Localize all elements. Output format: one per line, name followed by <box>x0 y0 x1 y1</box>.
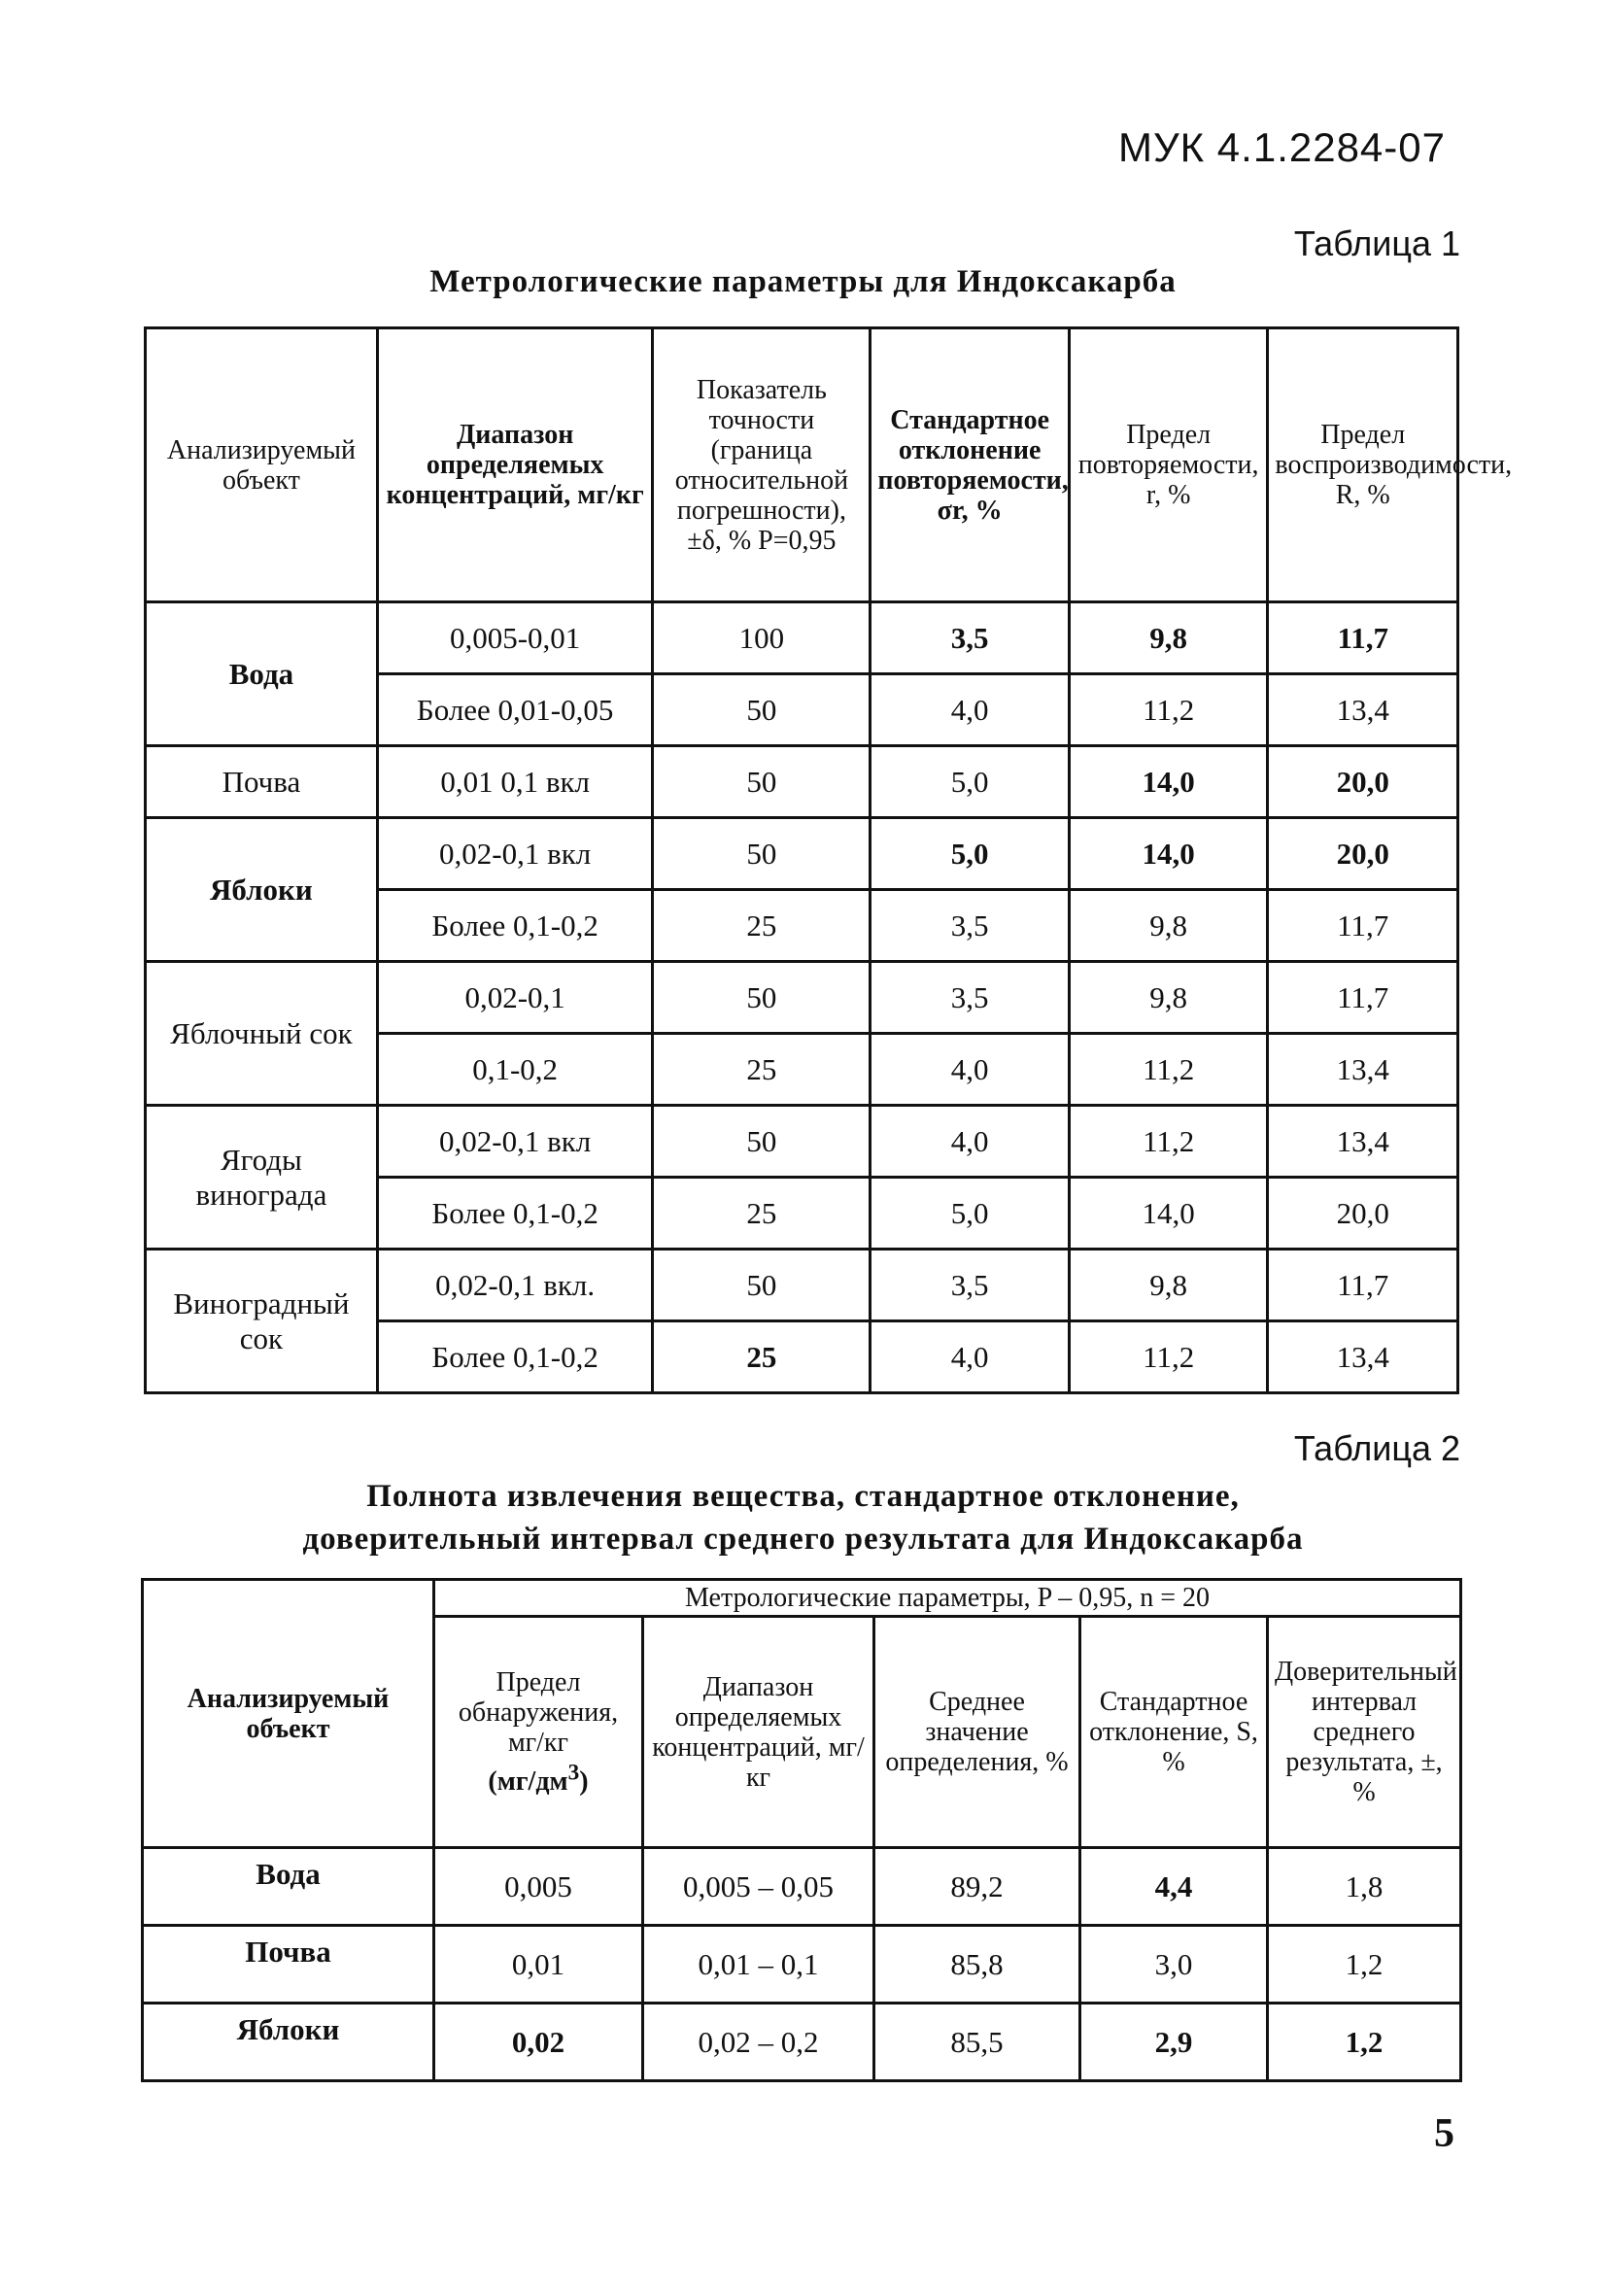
reproducibility-cell: 13,4 <box>1268 1321 1458 1393</box>
table2-header-object: Анализируемый объект <box>143 1580 434 1848</box>
table1-object-cell: Яблоки <box>146 818 378 962</box>
table1-object-cell: Почва <box>146 746 378 818</box>
accuracy-cell: 50 <box>653 1106 871 1178</box>
std-dev-cell: 4,4 <box>1080 1848 1268 1926</box>
repeatability-cell: 14,0 <box>1069 818 1268 890</box>
table2-label: Таблица 2 <box>1293 1428 1460 1468</box>
std-dev-cell: 5,0 <box>871 818 1070 890</box>
range-cell: 0,1-0,2 <box>377 1034 653 1106</box>
reproducibility-cell: 20,0 <box>1268 746 1458 818</box>
conf-interval-cell: 1,8 <box>1268 1848 1461 1926</box>
detection-limit-cell: 0,01 <box>434 1926 643 2004</box>
range-cell: 0,02-0,1 вкл <box>377 1106 653 1178</box>
table2-header-std-dev: Стандартное отклонение, S, % <box>1080 1617 1268 1848</box>
table-row <box>146 1106 1458 1178</box>
repeatability-cell: 9,8 <box>1069 1250 1268 1321</box>
table2-header-group: Метрологические параметры, P – 0,95, n = 20 <box>434 1580 1461 1617</box>
range-cell: 0,005 – 0,05 <box>643 1848 874 1926</box>
std-dev-cell: 4,0 <box>871 1321 1070 1393</box>
repeatability-cell: 14,0 <box>1069 746 1268 818</box>
accuracy-cell: 25 <box>653 1178 871 1250</box>
conf-interval-cell: 1,2 <box>1268 1926 1461 2004</box>
detection-limit-cell: 0,005 <box>434 1848 643 1926</box>
table2-header-detection-limit <box>434 1617 643 1848</box>
table2-object-cell: Почва <box>143 1926 434 2004</box>
reproducibility-cell: 20,0 <box>1268 1178 1458 1250</box>
table1-header-reproducibility: Предел воспроизводимости, R, % <box>1268 328 1458 602</box>
std-dev-cell: 5,0 <box>871 746 1070 818</box>
reproducibility-cell: 11,7 <box>1268 602 1458 674</box>
table-row <box>146 602 1458 674</box>
range-cell: 0,02-0,1 вкл <box>377 818 653 890</box>
repeatability-cell: 11,2 <box>1069 1106 1268 1178</box>
table1-object-cell: Яблочный сок <box>146 962 378 1106</box>
accuracy-cell: 50 <box>653 746 871 818</box>
detection-limit-cell: 0,02 <box>434 2004 643 2081</box>
range-cell: Более 0,1-0,2 <box>377 1178 653 1250</box>
accuracy-cell: 100 <box>653 602 871 674</box>
table-row <box>146 962 1458 1034</box>
reproducibility-cell: 13,4 <box>1268 1106 1458 1178</box>
table1-header-object: Анализируемый объект <box>146 328 378 602</box>
repeatability-cell: 14,0 <box>1069 1178 1268 1250</box>
range-cell: Более 0,01-0,05 <box>377 674 653 746</box>
table2 <box>141 1578 1462 2082</box>
accuracy-cell: 50 <box>653 674 871 746</box>
std-dev-cell: 3,0 <box>1080 1926 1268 2004</box>
detection-limit-label: Предел обнаружения, мг/кг <box>458 1667 619 1759</box>
std-dev-cell: 4,0 <box>871 674 1070 746</box>
accuracy-cell: 25 <box>653 890 871 962</box>
table1-object-cell: Ягоды винограда <box>146 1106 378 1250</box>
table-row <box>146 818 1458 890</box>
std-dev-cell: 4,0 <box>871 1034 1070 1106</box>
mean-cell: 85,5 <box>874 2004 1080 2081</box>
table2-header-range: Диапазон определяемых концентраций, мг/кг <box>643 1617 874 1848</box>
table-row <box>143 2004 1461 2081</box>
range-cell: 0,01 – 0,1 <box>643 1926 874 2004</box>
table1-label: Таблица 1 <box>1293 223 1460 263</box>
table1 <box>144 326 1513 1394</box>
std-dev-cell: 3,5 <box>871 962 1070 1034</box>
repeatability-cell: 11,2 <box>1069 674 1268 746</box>
repeatability-cell: 9,8 <box>1069 602 1268 674</box>
range-cell: 0,02 – 0,2 <box>643 2004 874 2081</box>
std-dev-cell: 3,5 <box>871 890 1070 962</box>
repeatability-cell: 9,8 <box>1069 890 1268 962</box>
table-row <box>146 1250 1458 1321</box>
table1-object-cell: Вода <box>146 602 378 746</box>
document-code: МУК 4.1.2284-07 <box>1118 124 1446 170</box>
accuracy-cell: 25 <box>653 1034 871 1106</box>
accuracy-cell: 25 <box>653 1321 871 1393</box>
table1-header-std-dev: Стандартное отклонение повторяемости, σr, % <box>871 328 1070 602</box>
reproducibility-cell: 13,4 <box>1268 1034 1458 1106</box>
std-dev-cell: 4,0 <box>871 1106 1070 1178</box>
mean-cell: 85,8 <box>874 1926 1080 2004</box>
page-number: 5 <box>1434 2111 1454 2156</box>
table2-caption-line2: доверительный интервал среднего результата для Индоксакарба <box>302 1522 1304 1557</box>
table1-caption: Метрологические параметры для Индоксакарба <box>429 264 1177 299</box>
accuracy-cell: 50 <box>653 962 871 1034</box>
range-cell: Более 0,1-0,2 <box>377 890 653 962</box>
mean-cell: 89,2 <box>874 1848 1080 1926</box>
table1-object-cell: Виноградный сок <box>146 1250 378 1393</box>
range-cell: 0,005-0,01 <box>377 602 653 674</box>
reproducibility-cell: 20,0 <box>1268 818 1458 890</box>
table2-header-mean: Среднее значение определения, % <box>874 1617 1080 1848</box>
table1-header-range: Диапазон определяемых концентраций, мг/кг <box>377 328 653 602</box>
range-cell: 0,02-0,1 <box>377 962 653 1034</box>
repeatability-cell: 11,2 <box>1069 1321 1268 1393</box>
table2-caption <box>0 1475 1606 1560</box>
table2-object-cell: Яблоки <box>143 2004 434 2081</box>
detection-limit-unit: $(мг/дм^3)$ <box>488 1760 589 1797</box>
std-dev-cell: 3,5 <box>871 602 1070 674</box>
range-cell: Более 0,1-0,2 <box>377 1321 653 1393</box>
table-row <box>143 1848 1461 1926</box>
table1-header-row <box>146 328 1458 602</box>
table-row <box>143 1926 1461 2004</box>
repeatability-cell: 9,8 <box>1069 962 1268 1034</box>
table1-header-repeatability: Предел повторяемости, r, % <box>1069 328 1268 602</box>
reproducibility-cell: 11,7 <box>1268 1250 1458 1321</box>
accuracy-cell: 50 <box>653 818 871 890</box>
table2-object-cell: Вода <box>143 1848 434 1926</box>
range-cell: 0,02-0,1 вкл. <box>377 1250 653 1321</box>
table2-header-row-top <box>143 1580 1461 1617</box>
table1-header-accuracy: Показатель точности (граница относительной погрешности), ±δ, % P=0,95 <box>653 328 871 602</box>
reproducibility-cell: 11,7 <box>1268 890 1458 962</box>
std-dev-cell: 2,9 <box>1080 2004 1268 2081</box>
std-dev-cell: 5,0 <box>871 1178 1070 1250</box>
table2-caption-line1: Полнота извлечения вещества, стандартное отклонение, <box>366 1479 1240 1514</box>
table-row <box>146 746 1458 818</box>
accuracy-cell: 50 <box>653 1250 871 1321</box>
std-dev-cell: 3,5 <box>871 1250 1070 1321</box>
table2-header-conf-interval: Доверительный интервал среднего результата, ±, % <box>1268 1617 1461 1848</box>
reproducibility-cell: 13,4 <box>1268 674 1458 746</box>
range-cell: 0,01 0,1 вкл <box>377 746 653 818</box>
repeatability-cell: 11,2 <box>1069 1034 1268 1106</box>
reproducibility-cell: 11,7 <box>1268 962 1458 1034</box>
conf-interval-cell: 1,2 <box>1268 2004 1461 2081</box>
